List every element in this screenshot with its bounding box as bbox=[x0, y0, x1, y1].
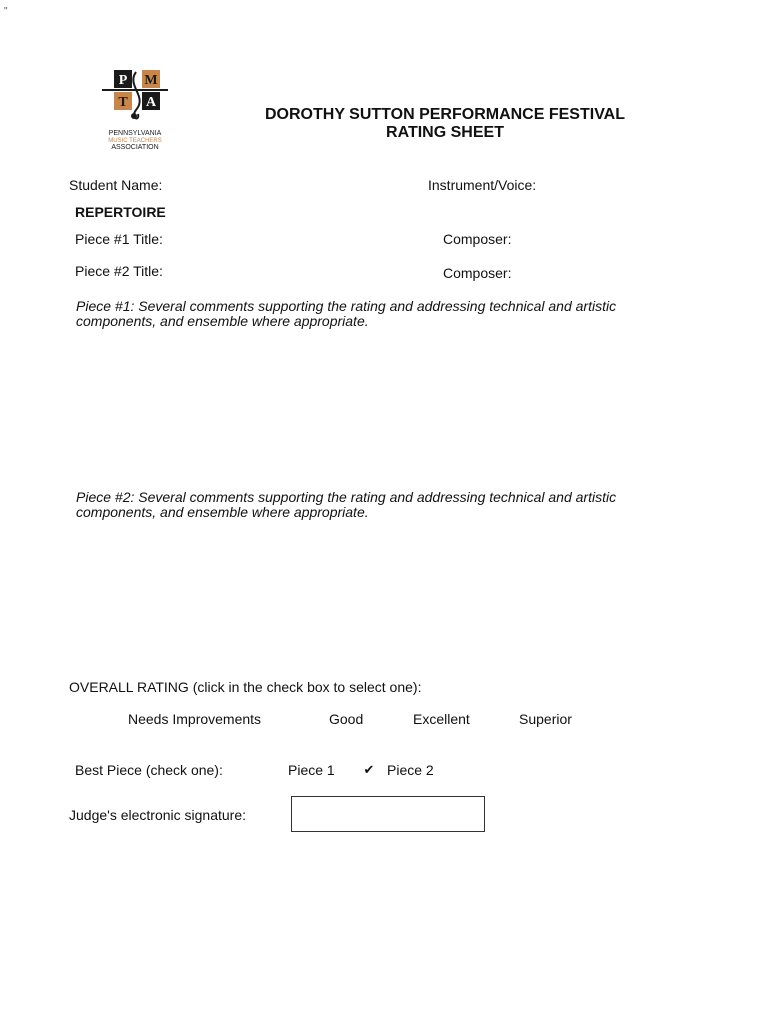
logo-line-1: PENNSYLVANIA bbox=[108, 130, 162, 137]
logo-line-2: MUSIC TEACHERS bbox=[108, 138, 162, 144]
rating-checkbox-superior[interactable] bbox=[501, 712, 515, 726]
piece2-comments-instructions bbox=[76, 490, 716, 520]
piece1-title-field[interactable] bbox=[180, 230, 434, 250]
best-piece-checkbox-2[interactable] bbox=[362, 763, 376, 777]
rating-option-needs-improvements: Needs Improvements bbox=[128, 711, 262, 727]
student-name-label: Student Name: bbox=[69, 177, 163, 193]
piece1-note-line-1: Piece #1: Several comments supporting the rating and addressing technical and artistic bbox=[76, 298, 617, 314]
rating-checkbox-excellent[interactable] bbox=[395, 712, 409, 726]
piece1-composer-label: Composer: bbox=[443, 231, 512, 247]
judge-signature-field[interactable] bbox=[291, 796, 485, 832]
piece2-composer-label: Composer: bbox=[443, 265, 512, 281]
piece1-note-line-2: components, and ensemble where appropriate. bbox=[76, 313, 369, 329]
piece1-comments-field[interactable] bbox=[76, 336, 720, 480]
rating-checkbox-good[interactable] bbox=[311, 712, 325, 726]
piece2-title-label: Piece #2 Title: bbox=[75, 263, 163, 279]
judge-signature-label: Judge's electronic signature: bbox=[69, 807, 246, 823]
best-piece-option-2: Piece 2 bbox=[387, 762, 434, 778]
logo-letter-m: M bbox=[144, 73, 158, 88]
best-piece-checkbox-1[interactable] bbox=[271, 763, 285, 777]
title-line-2: RATING SHEET bbox=[386, 124, 504, 141]
piece2-comments-field[interactable] bbox=[76, 528, 720, 672]
repertoire-heading: REPERTOIRE bbox=[75, 204, 166, 220]
best-piece-label: Best Piece (check one): bbox=[75, 762, 223, 778]
instrument-voice-field[interactable] bbox=[556, 176, 740, 196]
logo-letter-t: T bbox=[118, 95, 128, 110]
piece2-composer-field[interactable] bbox=[524, 264, 738, 284]
corner-mark: " bbox=[4, 6, 8, 17]
piece1-title-label: Piece #1 Title: bbox=[75, 231, 163, 247]
rating-checkbox-needs-improvements[interactable] bbox=[110, 712, 124, 726]
piece2-note-line-1: Piece #2: Several comments supporting the rating and addressing technical and artistic bbox=[76, 489, 617, 505]
logo-letter-p: P bbox=[118, 73, 128, 88]
page-title bbox=[200, 106, 690, 142]
instrument-voice-label: Instrument/Voice: bbox=[428, 177, 537, 193]
rating-option-excellent: Excellent bbox=[413, 711, 470, 727]
rating-option-good: Good bbox=[329, 711, 364, 727]
piece2-note-line-2: components, and ensemble where appropriate. bbox=[76, 504, 369, 520]
student-name-field[interactable] bbox=[180, 176, 414, 196]
piece1-comments-instructions bbox=[76, 299, 716, 329]
best-piece-option-1: Piece 1 bbox=[288, 762, 335, 778]
logo-letter-a: A bbox=[145, 95, 157, 110]
logo-line-3: ASSOCIATION bbox=[111, 144, 159, 151]
pmta-logo bbox=[96, 66, 174, 152]
piece2-title-field[interactable] bbox=[180, 262, 434, 282]
title-line-1: DOROTHY SUTTON PERFORMANCE FESTIVAL bbox=[264, 106, 625, 123]
rating-option-superior: Superior bbox=[519, 711, 572, 727]
overall-rating-heading: OVERALL RATING (click in the check box to select one): bbox=[69, 679, 422, 695]
piece1-composer-field[interactable] bbox=[524, 230, 738, 250]
checkmark-icon: ✔ bbox=[363, 762, 375, 777]
